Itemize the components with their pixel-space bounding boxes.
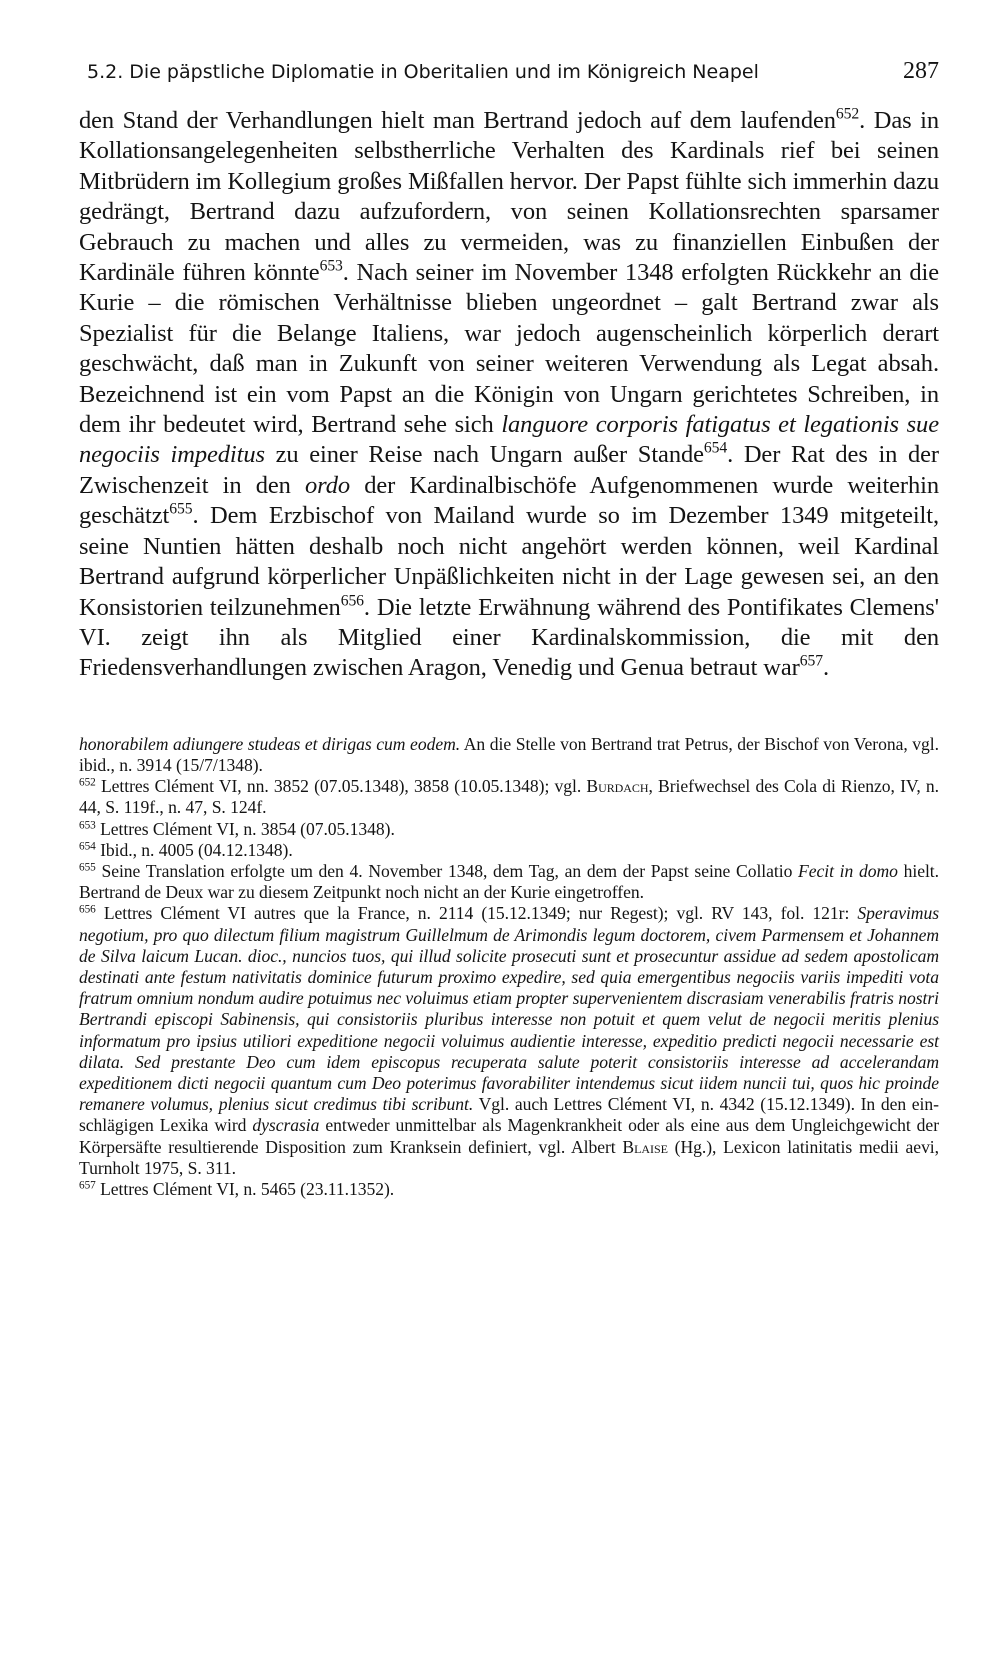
footnote-text: Lettres Clément VI autres que la France, n. 2114 (15.12.1349; nur Regest); vgl. RV 143, fol. 121r: (95, 903, 858, 924)
footnote-term: dyscrasia (252, 1115, 320, 1136)
footnote-text: Lettres Clément VI, n. 3854 (07.05.1348). (95, 818, 395, 839)
footnote-text: hielt. Bertrand de Deux war zu diesem Zeitpunkt noch nicht an der Kurie eingetroffen. (79, 860, 939, 903)
footnote-text: Vgl. auch Lettres Clément VI, n. 4342 (15.12.1349). In den einschlägigen Lexika wird (79, 1094, 939, 1136)
footnote-latin: Speravimus negotium, pro quo dilectum filium magistrum Guillelmum de Arimondis legum doctorem, civem Parmensem et Johannem de Silva laicum Lucan. dioc., nuncios tuos, qui illud solicite prosecuti sunt et prosecuntur assidue ad sedem apostolicam destinati ante festum nativitatis dominice futurum proximo expedire, sed quia emergentibus negociis variis impediti vota fratrum omnium nondum audire potuimus nec voluimus etiam propter supervenientem discrasiam venerabilis fratris nostri Bertrandi episcopi Sabinensis, qui consistoriis pluribus interesse non potuit et quem velut de negocii meritis plenius informatum pro ipsius utiliori expeditione negocii voluimus audientie interesse, expeditio predicti negocii necessarie est dilata. Sed prestante Deo cum idem episcopus recuperata salute poterit consistoriis interesse ad accelerandam expeditionem dicti negocii quantum cum Deo poterimus favorabiliter intendemus sicut iidem nuncii tui, quos hic proinde remanere volumus, plenius sicut credimus tibi scribunt. (79, 903, 939, 1115)
footnote-text: entweder unmittelbar als Magenkrankheit oder als eine aus dem Ungleichgewicht der Körpersäfte resultierende Disposition zum Kranksein definiert, vgl. Albert (79, 1115, 939, 1157)
footnote-text: Seine Translation erfolgte um den 4. November 1348, dem Tag, an dem der Papst seine Collatio (95, 860, 799, 881)
footnote-continuation (79, 734, 939, 776)
footnote-text: , Briefwechsel des Cola di Rienzo, IV, n. 44, S. 119f., n. 47, S. 124f. (79, 776, 939, 818)
footnotes (79, 734, 939, 1200)
footnote-number: 655 (79, 861, 96, 874)
footnote-ref-656[interactable]: 656 (340, 592, 364, 610)
body-text: der Kardinalbischöfe Aufgenommenen wurde weiterhin geschätzt (79, 471, 939, 530)
footnote-ref-653[interactable]: 653 (319, 257, 343, 275)
latin-quote: languore corporis fatigatus et legationis sue negociis impeditus (79, 411, 939, 469)
footnote-number: 654 (79, 839, 96, 852)
footnote-number: 656 (79, 903, 96, 916)
main-paragraph (79, 106, 939, 684)
footnote-657 (79, 1179, 939, 1200)
footnote-ref-652[interactable]: 652 (835, 105, 860, 123)
footnote-ref-657[interactable]: 657 (799, 652, 823, 670)
footnote-653 (79, 819, 939, 840)
body-text: . (822, 654, 829, 682)
footnote-latin: Fecit in domo (798, 860, 898, 881)
footnote-text: An die Stelle von Bertrand trat Petrus, der Bischof von Verona, vgl. ibid., n. 3914 (15/7/1348). (79, 733, 939, 775)
body-text: den Stand der Verhandlungen hielt man Bertrand jedoch auf dem laufenden (79, 107, 836, 134)
footnote-text: Lettres Clément VI, n. 5465 (23.11.1352). (95, 1178, 395, 1199)
body-text: . Der Rat des in der Zwischenzeit in den (79, 441, 939, 499)
footnote-latin: honorabilem adiungere studeas et dirigas cum eodem. (79, 733, 461, 754)
body-text: . Dem Erzbischof von Mailand wurde so im Dezember 1349 mitgeteilt, seine Nuntien hätten deshalb noch nicht angehört werden können, weil Kardinal Bertrand aufgrund körperlicher Unpäßlichkeiten nicht in der Lage gewesen sei, an den Konsistorien teilzunehmen (79, 502, 939, 621)
footnote-ref-654[interactable]: 654 (703, 440, 728, 458)
footnote-text: (Hg.), Lexicon latinitatis medii aevi, Turnholt 1975, S. 311. (79, 1136, 939, 1178)
footnote-number: 657 (79, 1179, 96, 1192)
running-head (87, 58, 939, 92)
latin-term: ordo (305, 471, 350, 499)
body-text: zu einer Reise nach Ungarn außer Stande (264, 441, 704, 469)
footnote-656 (79, 903, 939, 1179)
footnote-text: Ibid., n. 4005 (04.12.1348). (95, 839, 293, 860)
running-head-title: 5.2. Die päpstliche Diplomatie in Oberitalien und im Königreich Neapel (87, 61, 759, 83)
footnote-654 (79, 840, 939, 861)
footnote-ref-655[interactable]: 655 (169, 500, 193, 518)
page-number: 287 (903, 58, 939, 84)
footnote-author: Burdach (586, 776, 649, 797)
footnote-655 (79, 861, 939, 903)
page (79, 58, 939, 1618)
footnote-author: Blaise (622, 1136, 668, 1157)
body-text: . Das in Kollationsangelegenheiten selbstherrliche Verhalten des Kardinals rief bei seinen Mitbrüdern im Kollegium großes Mißfallen hervor. Der Papst fühlte sich immerhin dazu gedrängt, Bertrand dazu aufzufordern, von seinen Kollationsrechten sparsamer Gebrauch zu machen und alles zu vermeiden, was zu finanziellen Einbußen der Kardinäle führen könnte (79, 107, 939, 287)
body-text: . Die letzte Erwähnung während des Pontifikates Clemens' VI. zeigt ihn als Mitglied einer Kardinalskommission, die mit den Friedensverhandlungen zwischen Aragon, Venedig und Genua betraut war (79, 593, 939, 682)
footnote-number: 653 (79, 818, 96, 831)
footnote-652 (79, 776, 939, 818)
body-text: . Nach seiner im November 1348 erfolgten Rückkehr an die Kurie – die römischen Verhältnisse blieben ungeordnet – galt Bertrand zwar als Spezialist für die Belange Italiens, war jedoch augenscheinlich körperlich derart geschwächt, daß man in Zukunft von seiner weiteren Verwendung als Legat absah. Bezeichnend ist ein vom Papst an die Königin von Ungarn gerichtetes Schreiben, in dem ihr bedeutet wird, Bertrand sehe sich (79, 259, 939, 439)
footnote-number: 652 (79, 776, 96, 789)
footnote-text: Lettres Clément VI, nn. 3852 (07.05.1348), 3858 (10.05.1348); vgl. (95, 776, 587, 797)
